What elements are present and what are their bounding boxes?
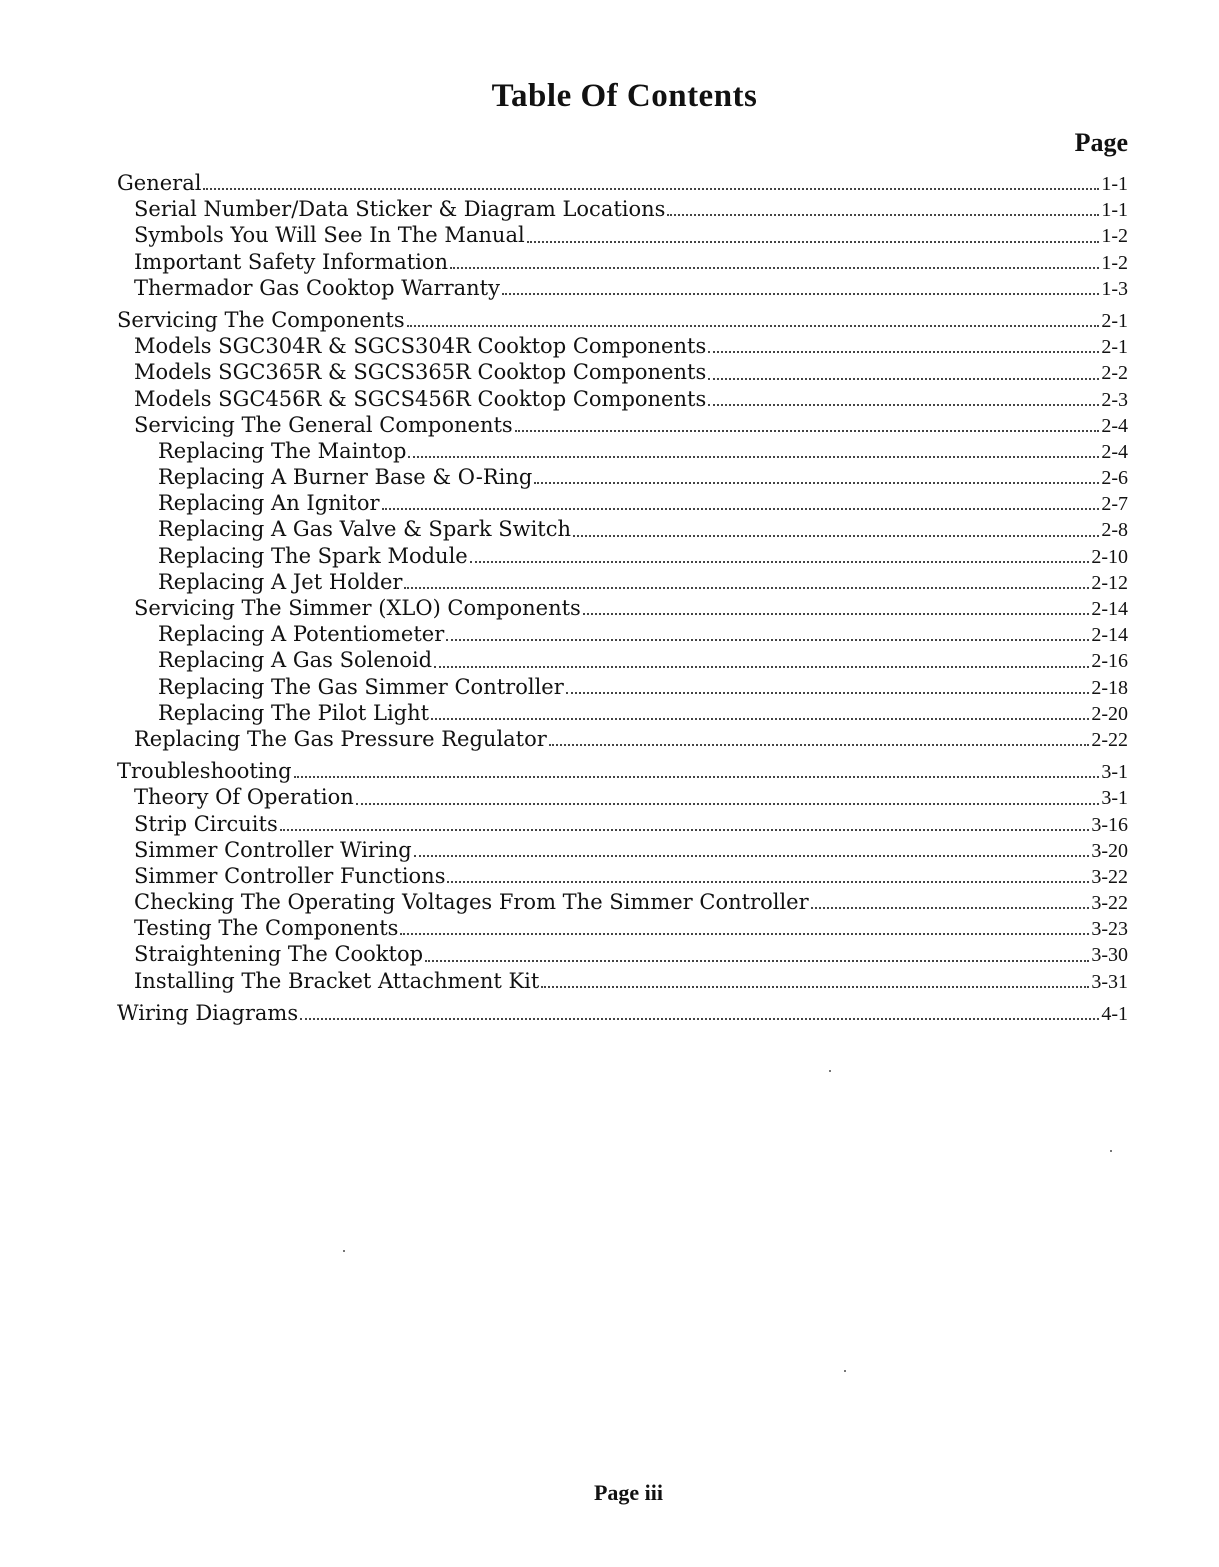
- toc-entry-page: 2-1: [1101, 336, 1128, 359]
- dot-leader: [566, 692, 1090, 694]
- toc-entry: [117, 647, 1128, 673]
- toc-entry: [117, 170, 1128, 196]
- dot-leader: [583, 613, 1089, 615]
- toc-entry: [117, 700, 1128, 726]
- toc-entry-label: Models SGC456R & SGCS456R Cooktop Components: [134, 386, 707, 411]
- toc-entry-label: Replacing A Potentiometer: [158, 622, 445, 647]
- toc-entry-label: Replacing A Jet Holder: [158, 569, 403, 594]
- toc-entry-page: 3-1: [1101, 787, 1128, 810]
- toc-entry-label: Replacing The Pilot Light: [158, 700, 430, 725]
- toc-entry: [117, 784, 1128, 810]
- toc-entry-label: General: [117, 171, 202, 195]
- scan-speck: [829, 1070, 831, 1072]
- toc-entry-label: Replacing The Gas Pressure Regulator: [134, 726, 547, 751]
- toc-entry-label: Replacing The Maintop: [158, 438, 407, 463]
- dot-leader: [414, 855, 1090, 857]
- toc-entry-label: Servicing The Simmer (XLO) Components: [134, 596, 581, 620]
- dot-leader: [446, 639, 1089, 641]
- dot-leader: [431, 718, 1089, 720]
- page-footer: Page iii: [593, 1480, 664, 1505]
- toc-entry-label: Simmer Controller Functions: [134, 863, 446, 888]
- toc-entry-page: 2-7: [1101, 493, 1128, 516]
- toc-entry-page: 2-10: [1091, 545, 1128, 568]
- toc-entry-page: 1-1: [1101, 173, 1128, 195]
- toc-entry-page: 1-2: [1101, 225, 1128, 248]
- toc-entry-page: 2-4: [1101, 414, 1128, 437]
- toc-entry-label: Servicing The Components: [117, 307, 405, 332]
- toc-entry: [117, 490, 1128, 516]
- toc-entry-page: 3-16: [1091, 813, 1128, 836]
- toc-entry-label: Troubleshooting: [117, 759, 292, 784]
- dot-leader: [708, 378, 1099, 380]
- dot-leader: [667, 214, 1099, 216]
- toc-entry-page: 2-12: [1091, 571, 1128, 594]
- dot-leader: [708, 404, 1099, 406]
- toc-entry-page: 2-4: [1101, 440, 1128, 463]
- dot-leader: [447, 881, 1089, 883]
- toc-entry-label: Theory Of Operation: [134, 785, 354, 810]
- dot-leader: [549, 744, 1090, 746]
- toc-entry-page: 2-6: [1101, 467, 1128, 490]
- toc-entry-label: Replacing The Gas Simmer Controller: [158, 674, 564, 699]
- toc-entry-label: Symbols You Will See In The Manual: [134, 223, 525, 248]
- toc-entry: [117, 249, 1128, 275]
- toc-entry: [117, 915, 1128, 941]
- toc-entry: [117, 222, 1128, 248]
- toc-entry-page: 3-22: [1091, 892, 1128, 915]
- dot-leader: [470, 561, 1090, 563]
- dot-leader: [400, 933, 1089, 935]
- toc-entry: [117, 889, 1128, 915]
- toc-entry-page: 2-20: [1091, 702, 1128, 725]
- toc-entry-label: Models SGC365R & SGCS365R Cooktop Components: [134, 360, 707, 385]
- toc-entry: [117, 333, 1128, 359]
- dot-leader: [573, 535, 1099, 537]
- dot-leader: [408, 456, 1099, 458]
- toc-entry-label: Straightening The Cooktop: [134, 942, 424, 967]
- scan-speck: [844, 1370, 846, 1372]
- scan-speck: [1110, 1150, 1112, 1152]
- toc-entry: [117, 464, 1128, 490]
- toc-entry: [117, 621, 1128, 647]
- toc-entry-label: Simmer Controller Wiring: [134, 837, 412, 862]
- toc-entry-label: Replacing An Ignitor: [158, 491, 380, 516]
- toc-entry-page: 1-3: [1101, 277, 1128, 300]
- scan-speck: [343, 1250, 345, 1252]
- toc-entry: [117, 1000, 1128, 1026]
- toc-entry: [117, 516, 1128, 542]
- toc-entry: [117, 438, 1128, 464]
- dot-leader: [294, 776, 1100, 778]
- toc-entry-label: Replacing A Burner Base & O-Ring: [158, 465, 533, 490]
- toc-entry: [117, 968, 1128, 994]
- toc-entry-page: 3-31: [1091, 970, 1128, 993]
- dot-leader: [382, 508, 1100, 510]
- toc-entry-label: Models SGC304R & SGCS304R Cooktop Components: [134, 334, 707, 359]
- toc-entry-page: 4-1: [1101, 1002, 1128, 1025]
- toc-entry-label: Replacing A Gas Valve & Spark Switch: [158, 517, 572, 542]
- dot-leader: [356, 803, 1100, 805]
- toc-entry-label: Testing The Components: [134, 916, 399, 941]
- toc-entry: [117, 941, 1128, 967]
- toc-entry: [117, 837, 1128, 863]
- document-title: Table Of Contents: [491, 78, 758, 114]
- dot-leader: [515, 430, 1100, 432]
- toc-entry-page: 2-8: [1101, 519, 1128, 542]
- toc-entry: [117, 196, 1128, 222]
- toc-entry: [117, 569, 1128, 595]
- toc-entry-page: 2-14: [1091, 624, 1128, 647]
- toc-entry-page: 2-14: [1091, 598, 1128, 620]
- toc-entry-label: Thermador Gas Cooktop Warranty: [134, 275, 500, 300]
- toc-entry: [117, 307, 1128, 333]
- toc-entry-label: Installing The Bracket Attachment Kit: [134, 968, 540, 993]
- toc-entry: [117, 726, 1128, 752]
- toc-entry-page: 1-1: [1101, 199, 1128, 222]
- dot-leader: [280, 829, 1090, 831]
- dot-leader: [708, 351, 1099, 353]
- toc-entry-page: 1-2: [1101, 251, 1128, 274]
- toc-entry-page: 3-23: [1091, 918, 1128, 941]
- dot-leader: [450, 267, 1099, 269]
- table-of-contents: [117, 170, 1128, 1026]
- toc-entry-page: 3-30: [1091, 944, 1128, 967]
- toc-entry-label: Replacing A Gas Solenoid: [158, 648, 433, 673]
- toc-entry: [117, 863, 1128, 889]
- toc-entry: [117, 811, 1128, 837]
- dot-leader: [811, 907, 1090, 909]
- toc-entry: [117, 595, 1128, 621]
- dot-leader: [203, 188, 1099, 190]
- dot-leader: [404, 587, 1089, 589]
- toc-entry: [117, 674, 1128, 700]
- toc-entry-page: 2-2: [1101, 362, 1128, 385]
- toc-entry-page: 3-22: [1091, 865, 1128, 888]
- dot-leader: [502, 293, 1099, 295]
- toc-entry-label: Serial Number/Data Sticker & Diagram Locations: [134, 197, 666, 222]
- toc-entry: [117, 386, 1128, 412]
- page-column-heading: Page: [1074, 128, 1128, 157]
- toc-entry-page: 2-3: [1101, 388, 1128, 411]
- dot-leader: [300, 1018, 1099, 1020]
- toc-entry: [117, 275, 1128, 301]
- toc-entry-page: 2-22: [1091, 728, 1128, 751]
- dot-leader: [434, 666, 1089, 668]
- dot-leader: [407, 325, 1100, 327]
- toc-entry-label: Replacing The Spark Module: [158, 543, 468, 568]
- toc-entry: [117, 758, 1128, 784]
- dot-leader: [541, 986, 1089, 988]
- dot-leader: [534, 482, 1099, 484]
- toc-entry-label: Important Safety Information: [134, 249, 449, 274]
- toc-entry-page: 2-16: [1091, 650, 1128, 673]
- toc-entry: [117, 412, 1128, 438]
- dot-leader: [527, 241, 1100, 243]
- toc-entry-label: Servicing The General Components: [134, 412, 513, 437]
- toc-entry-page: 3-20: [1091, 839, 1128, 862]
- dot-leader: [425, 960, 1089, 962]
- toc-entry-label: Wiring Diagrams: [117, 1000, 299, 1025]
- toc-entry-page: 2-1: [1101, 309, 1128, 332]
- toc-entry-label: Strip Circuits: [134, 811, 278, 836]
- toc-entry-page: 3-1: [1101, 761, 1128, 784]
- toc-entry-label: Checking The Operating Voltages From The Simmer Controller: [134, 890, 809, 915]
- toc-entry: [117, 543, 1128, 569]
- toc-entry: [117, 359, 1128, 385]
- toc-entry-page: 2-18: [1091, 676, 1128, 699]
